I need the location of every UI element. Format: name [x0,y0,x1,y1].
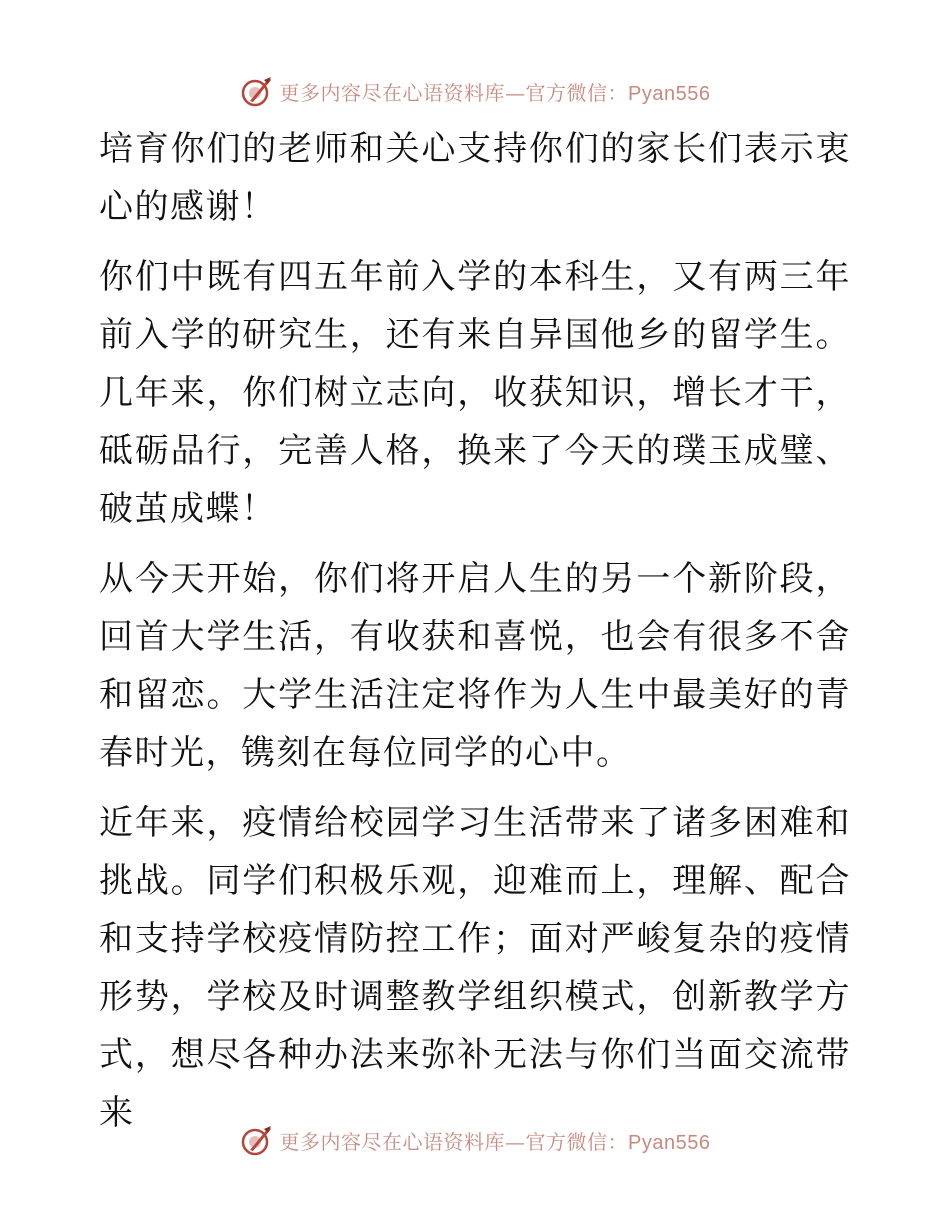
watermark-text: 更多内容尽在心语资料库—官方微信：Pyan556 [279,1129,711,1154]
quill-logo-icon [240,1123,274,1157]
paragraph: 培育你们的老师和关心支持你们的家长们表示衷心的感谢！ [99,129,851,227]
watermark-text: 更多内容尽在心语资料库—官方微信：Pyan556 [279,80,711,105]
footer-watermark [0,1120,950,1160]
header-watermark [0,71,950,111]
document-body [99,120,851,1142]
paragraph: 你们中既有四五年前入学的本科生，又有两三年前入学的研究生，还有来自异国他乡的留学生。几年来，你们树立志向，收获知识，增长才干，砥砺品行，完善人格，换来了今天的璞玉成璧、破茧成蝶！ [99,257,851,529]
paragraph: 近年来，疫情给校园学习生活带来了诸多困难和挑战。同学们积极乐观，迎难而上，理解、配合和支持学校疫情防控工作；面对严峻复杂的疫情形势，学校及时调整教学组织模式，创新教学方式，想尽各种办法来弥补无法与你们当面交流带来 [99,803,851,1133]
paragraph: 从今天开始，你们将开启人生的另一个新阶段，回首大学生活，有收获和喜悦，也会有很多不舍和留恋。大学生活注定将作为人生中最美好的青春时光，镌刻在每位同学的心中。 [99,559,851,773]
quill-logo-icon [240,74,274,108]
